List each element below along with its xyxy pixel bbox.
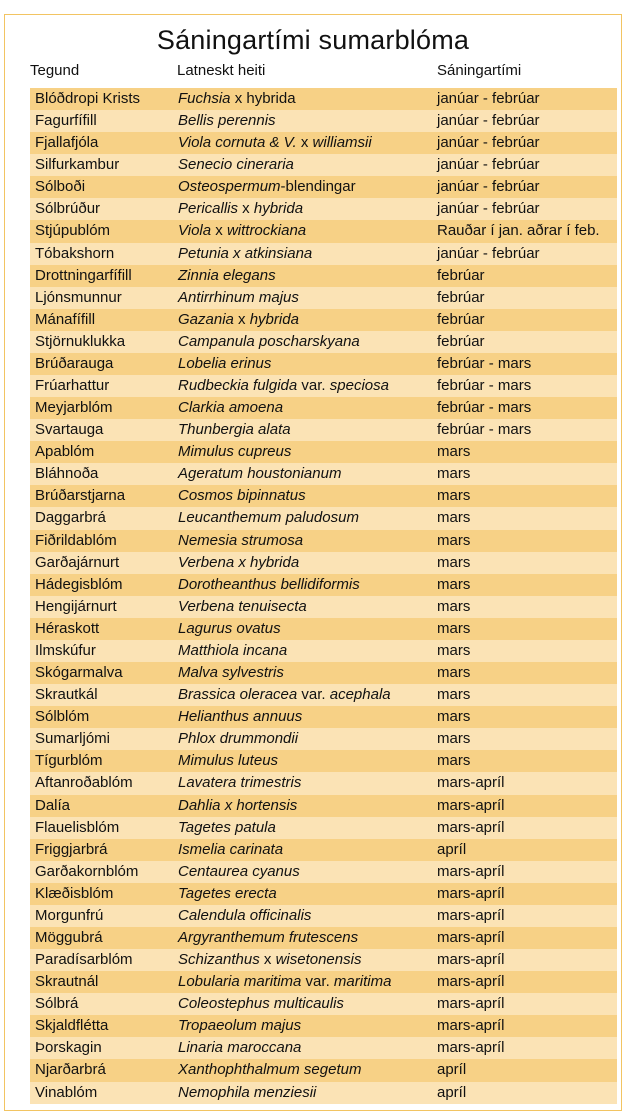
cell-tegund: Fjallafjóla bbox=[35, 134, 99, 152]
cell-latneskt-heiti bbox=[178, 287, 299, 309]
cell-saningartimi: febrúar - mars bbox=[437, 377, 532, 395]
table-row bbox=[30, 309, 617, 331]
column-header-tegund: Tegund bbox=[30, 62, 80, 79]
cell-saningartimi: Rauðar í jan. aðrar í feb. bbox=[437, 222, 600, 240]
cell-saningartimi: mars-apríl bbox=[437, 884, 505, 902]
latin-italic-segment: Nemophila menziesii bbox=[178, 1083, 317, 1101]
cell-tegund: Paradísarblóm bbox=[35, 951, 133, 969]
latin-italic-segment: Zinnia elegans bbox=[178, 266, 276, 284]
latin-italic-segment: Calendula officinalis bbox=[178, 906, 312, 924]
cell-latneskt-heiti bbox=[178, 839, 283, 861]
cell-latneskt-heiti bbox=[178, 949, 361, 971]
cell-latneskt-heiti bbox=[178, 728, 298, 750]
cell-saningartimi: mars bbox=[437, 752, 471, 770]
cell-saningartimi: janúar - febrúar bbox=[437, 156, 540, 174]
latin-italic-segment: Lagurus ovatus bbox=[178, 619, 281, 637]
cell-latneskt-heiti bbox=[178, 485, 306, 507]
latin-italic-segment: Viola bbox=[178, 222, 212, 240]
table-row bbox=[30, 220, 617, 242]
table-row bbox=[30, 640, 617, 662]
cell-saningartimi: mars bbox=[437, 641, 471, 659]
latin-plain-segment: x bbox=[259, 951, 276, 969]
cell-latneskt-heiti bbox=[178, 463, 341, 485]
cell-tegund: Ljónsmunnur bbox=[35, 288, 122, 306]
cell-saningartimi: mars-apríl bbox=[437, 862, 505, 880]
cell-latneskt-heiti bbox=[178, 772, 301, 794]
cell-saningartimi: mars-apríl bbox=[437, 1017, 505, 1035]
latin-italic-segment: Senecio cineraria bbox=[178, 156, 294, 174]
table-row bbox=[30, 574, 617, 596]
table-row bbox=[30, 198, 617, 220]
table-row bbox=[30, 1015, 617, 1037]
cell-tegund: Skjaldflétta bbox=[35, 1017, 109, 1035]
cell-tegund: Tígurblóm bbox=[35, 752, 103, 770]
latin-italic-segment: Matthiola incana bbox=[178, 641, 288, 659]
cell-latneskt-heiti bbox=[178, 88, 296, 110]
latin-italic-segment: Rudbeckia fulgida bbox=[178, 377, 298, 395]
column-header-saningartimi: Sáningartími bbox=[437, 62, 522, 79]
cell-saningartimi: mars bbox=[437, 443, 471, 461]
latin-plain-segment: x bbox=[233, 310, 250, 328]
cell-latneskt-heiti bbox=[178, 220, 306, 242]
table-row bbox=[30, 861, 617, 883]
cell-tegund: Bláhnoða bbox=[35, 465, 99, 483]
latin-italic-segment: Tagetes erecta bbox=[178, 884, 277, 902]
latin-italic-segment: Xanthophthalmum segetum bbox=[178, 1061, 362, 1079]
column-header-latneskt-heiti: Latneskt heiti bbox=[177, 62, 266, 79]
table-row bbox=[30, 287, 617, 309]
cell-tegund: Héraskott bbox=[35, 619, 100, 637]
cell-tegund: Fiðrildablóm bbox=[35, 531, 117, 549]
cell-latneskt-heiti bbox=[178, 795, 297, 817]
cell-saningartimi: febrúar bbox=[437, 332, 485, 350]
latin-plain-segment: x bbox=[211, 222, 227, 240]
cell-saningartimi: mars-apríl bbox=[437, 973, 505, 991]
latin-italic-segment: Nemesia strumosa bbox=[178, 531, 304, 549]
cell-latneskt-heiti bbox=[178, 176, 356, 198]
cell-tegund: Friggjarbrá bbox=[35, 840, 108, 858]
cell-latneskt-heiti bbox=[178, 596, 307, 618]
cell-saningartimi: janúar - febrúar bbox=[437, 178, 540, 196]
latin-italic-segment: Thunbergia alata bbox=[178, 421, 291, 439]
table-row bbox=[30, 463, 617, 485]
latin-italic-segment: Malva sylvestris bbox=[178, 664, 284, 682]
cell-saningartimi: apríl bbox=[437, 1083, 467, 1101]
cell-tegund: Vinablóm bbox=[35, 1083, 98, 1101]
latin-italic-segment: Leucanthemum paludosum bbox=[178, 509, 359, 527]
latin-italic-segment: Viola cornuta & V. bbox=[178, 134, 297, 152]
latin-italic-segment: Phlox drummondii bbox=[178, 730, 299, 748]
cell-saningartimi: mars bbox=[437, 664, 471, 682]
cell-latneskt-heiti bbox=[178, 905, 311, 927]
table-row bbox=[30, 507, 617, 529]
latin-italic-segment: Petunia x atkinsiana bbox=[178, 244, 313, 262]
table-row bbox=[30, 839, 617, 861]
cell-saningartimi: mars-apríl bbox=[437, 928, 505, 946]
table-row bbox=[30, 927, 617, 949]
latin-italic-segment: Coleostephus multicaulis bbox=[178, 995, 344, 1013]
cell-latneskt-heiti bbox=[178, 132, 372, 154]
table-body bbox=[30, 88, 617, 1104]
cell-latneskt-heiti bbox=[178, 684, 391, 706]
cell-latneskt-heiti bbox=[178, 817, 276, 839]
table-row bbox=[30, 883, 617, 905]
cell-saningartimi: mars-apríl bbox=[437, 906, 505, 924]
cell-saningartimi: mars bbox=[437, 619, 471, 637]
cell-latneskt-heiti bbox=[178, 706, 302, 728]
latin-italic-segment: Dorotheanthus bellidiformis bbox=[178, 575, 360, 593]
cell-saningartimi: mars bbox=[437, 708, 471, 726]
cell-saningartimi: febrúar bbox=[437, 266, 485, 284]
latin-plain-segment: x bbox=[238, 200, 254, 218]
cell-tegund: Klæðisblóm bbox=[35, 884, 114, 902]
cell-latneskt-heiti bbox=[178, 883, 277, 905]
latin-italic-segment: Ageratum houstonianum bbox=[178, 465, 342, 483]
cell-saningartimi: mars-apríl bbox=[437, 796, 505, 814]
table-row bbox=[30, 728, 617, 750]
cell-tegund: Brúðarstjarna bbox=[35, 487, 126, 505]
cell-tegund: Stjörnuklukka bbox=[35, 332, 126, 350]
table-row bbox=[30, 706, 617, 728]
cell-latneskt-heiti bbox=[178, 993, 344, 1015]
cell-latneskt-heiti bbox=[178, 1037, 301, 1059]
table-row bbox=[30, 88, 617, 110]
cell-latneskt-heiti bbox=[178, 971, 391, 993]
cell-tegund: Frúarhattur bbox=[35, 377, 110, 395]
cell-tegund: Möggubrá bbox=[35, 928, 103, 946]
cell-tegund: Garðajárnurt bbox=[35, 553, 120, 571]
latin-plain-segment: -blendingar bbox=[280, 178, 356, 196]
cell-saningartimi: febrúar bbox=[437, 288, 485, 306]
table-row bbox=[30, 772, 617, 794]
cell-saningartimi: mars bbox=[437, 553, 471, 571]
cell-tegund: Þorskagin bbox=[35, 1039, 102, 1057]
table-row bbox=[30, 993, 617, 1015]
cell-latneskt-heiti bbox=[178, 243, 312, 265]
latin-italic-segment: hybrida bbox=[253, 200, 304, 218]
cell-latneskt-heiti bbox=[178, 618, 281, 640]
table-row bbox=[30, 485, 617, 507]
table-row bbox=[30, 905, 617, 927]
cell-tegund: Daggarbrá bbox=[35, 509, 106, 527]
latin-italic-segment: Linaria maroccana bbox=[178, 1039, 302, 1057]
cell-latneskt-heiti bbox=[178, 530, 303, 552]
cell-tegund: Fagurfífill bbox=[35, 112, 97, 130]
latin-plain-segment: x hybrida bbox=[230, 90, 296, 107]
table-row bbox=[30, 154, 617, 176]
cell-saningartimi: janúar - febrúar bbox=[437, 112, 540, 130]
cell-tegund: Aftanroðablóm bbox=[35, 774, 133, 792]
cell-tegund: Sólbrá bbox=[35, 995, 79, 1013]
page-title: Sáningartími sumarblóma bbox=[156, 25, 470, 55]
cell-tegund: Blóðdropi Krists bbox=[35, 90, 141, 107]
latin-italic-segment: Centaurea cyanus bbox=[178, 862, 300, 880]
cell-latneskt-heiti bbox=[178, 198, 303, 220]
latin-italic-segment: Pericallis bbox=[178, 200, 239, 218]
cell-saningartimi: mars bbox=[437, 686, 471, 704]
cell-saningartimi: mars bbox=[437, 597, 471, 615]
latin-italic-segment: Mimulus cupreus bbox=[178, 443, 292, 461]
latin-plain-segment: var. bbox=[297, 686, 330, 704]
cell-tegund: Skrautkál bbox=[35, 686, 98, 704]
latin-italic-segment: maritima bbox=[333, 973, 392, 991]
latin-italic-segment: wittrockiana bbox=[226, 222, 307, 240]
latin-italic-segment: Osteospermum bbox=[178, 178, 281, 196]
latin-italic-segment: Tropaeolum majus bbox=[178, 1017, 302, 1035]
table-row bbox=[30, 684, 617, 706]
latin-plain-segment: x bbox=[296, 134, 313, 152]
cell-latneskt-heiti bbox=[178, 1059, 361, 1081]
cell-tegund: Morgunfrú bbox=[35, 906, 104, 924]
table-row bbox=[30, 419, 617, 441]
latin-italic-segment: Campanula poscharskyana bbox=[178, 332, 360, 350]
cell-tegund: Skógarmalva bbox=[35, 664, 123, 682]
cell-saningartimi: mars-apríl bbox=[437, 1039, 505, 1057]
table-row bbox=[30, 353, 617, 375]
cell-saningartimi: janúar - febrúar bbox=[437, 200, 540, 218]
cell-saningartimi: janúar - febrúar bbox=[437, 134, 540, 152]
cell-latneskt-heiti bbox=[178, 861, 300, 883]
latin-italic-segment: Antirrhinum majus bbox=[178, 288, 299, 306]
cell-saningartimi: apríl bbox=[437, 1061, 467, 1079]
table-row bbox=[30, 176, 617, 198]
latin-italic-segment: speciosa bbox=[329, 377, 389, 395]
cell-latneskt-heiti bbox=[178, 309, 299, 331]
latin-plain-segment: var. bbox=[297, 377, 330, 395]
latin-italic-segment: Verbena x hybrida bbox=[178, 553, 300, 571]
cell-latneskt-heiti bbox=[178, 110, 276, 132]
cell-latneskt-heiti bbox=[178, 662, 284, 684]
table-row bbox=[30, 971, 617, 993]
cell-latneskt-heiti bbox=[178, 927, 358, 949]
latin-italic-segment: Ismelia carinata bbox=[178, 840, 284, 858]
cell-tegund: Meyjarblóm bbox=[35, 399, 113, 417]
latin-italic-segment: Cosmos bipinnatus bbox=[178, 487, 306, 505]
latin-plain-segment: var. bbox=[301, 973, 334, 991]
cell-latneskt-heiti bbox=[178, 353, 271, 375]
cell-tegund: Svartauga bbox=[35, 421, 104, 439]
latin-italic-segment: Clarkia amoena bbox=[178, 399, 284, 417]
table-row bbox=[30, 265, 617, 287]
table-row bbox=[30, 662, 617, 684]
cell-latneskt-heiti bbox=[178, 574, 360, 596]
cell-saningartimi: mars-apríl bbox=[437, 995, 505, 1013]
cell-tegund: Njarðarbrá bbox=[35, 1061, 106, 1079]
table-row bbox=[30, 618, 617, 640]
cell-saningartimi: febrúar - mars bbox=[437, 399, 532, 417]
cell-latneskt-heiti bbox=[178, 441, 291, 463]
latin-italic-segment: Schizanthus bbox=[178, 951, 260, 969]
cell-saningartimi: mars-apríl bbox=[437, 951, 505, 969]
cell-tegund: Drottningarfífill bbox=[35, 266, 132, 284]
cell-latneskt-heiti bbox=[178, 750, 278, 772]
cell-tegund: Flauelisblóm bbox=[35, 818, 120, 836]
cell-tegund: Skrautnál bbox=[35, 973, 99, 991]
table-row bbox=[30, 397, 617, 419]
latin-italic-segment: Tagetes patula bbox=[178, 818, 276, 836]
cell-latneskt-heiti bbox=[178, 154, 294, 176]
table-row bbox=[30, 110, 617, 132]
cell-saningartimi: mars bbox=[437, 730, 471, 748]
table-row bbox=[30, 375, 617, 397]
cell-tegund: Hengijárnurt bbox=[35, 597, 117, 615]
table-row bbox=[30, 750, 617, 772]
table-row bbox=[30, 552, 617, 574]
cell-tegund: Silfurkambur bbox=[35, 156, 120, 174]
latin-italic-segment: Lavatera trimestris bbox=[178, 774, 302, 792]
cell-latneskt-heiti bbox=[178, 331, 360, 353]
cell-saningartimi: janúar - febrúar bbox=[437, 244, 540, 262]
cell-saningartimi: febrúar bbox=[437, 310, 485, 328]
cell-saningartimi: mars bbox=[437, 575, 471, 593]
table-row bbox=[30, 1082, 617, 1104]
cell-saningartimi: mars bbox=[437, 487, 471, 505]
cell-saningartimi: mars bbox=[437, 465, 471, 483]
table-frame bbox=[4, 14, 622, 1111]
latin-italic-segment: Gazania bbox=[178, 310, 234, 328]
cell-latneskt-heiti bbox=[178, 552, 299, 574]
cell-latneskt-heiti bbox=[178, 640, 287, 662]
table-row bbox=[30, 949, 617, 971]
table-row bbox=[30, 817, 617, 839]
latin-italic-segment: Verbena tenuisecta bbox=[178, 597, 307, 615]
latin-italic-segment: Helianthus annuus bbox=[178, 708, 303, 726]
cell-tegund: Sólblóm bbox=[35, 708, 90, 726]
table-row bbox=[30, 331, 617, 353]
cell-tegund: Mánafífill bbox=[35, 310, 96, 328]
table-row bbox=[30, 530, 617, 552]
latin-italic-segment: Mimulus luteus bbox=[178, 752, 279, 770]
cell-tegund: Dalía bbox=[35, 796, 71, 814]
cell-tegund: Hádegisblóm bbox=[35, 575, 123, 593]
cell-saningartimi: janúar - febrúar bbox=[437, 90, 540, 107]
cell-saningartimi: mars bbox=[437, 531, 471, 549]
latin-italic-segment: Lobularia maritima bbox=[178, 973, 302, 991]
cell-tegund: Ilmskúfur bbox=[35, 641, 96, 659]
cell-saningartimi: febrúar - mars bbox=[437, 354, 532, 372]
cell-tegund: Apablóm bbox=[35, 443, 95, 461]
cell-latneskt-heiti bbox=[178, 375, 389, 397]
table-row bbox=[30, 441, 617, 463]
cell-tegund: Stjúpublóm bbox=[35, 222, 111, 240]
cell-saningartimi: febrúar - mars bbox=[437, 421, 532, 439]
table-row bbox=[30, 596, 617, 618]
latin-italic-segment: Argyranthemum frutescens bbox=[178, 928, 359, 946]
cell-latneskt-heiti bbox=[178, 1015, 301, 1037]
cell-latneskt-heiti bbox=[178, 419, 291, 441]
cell-saningartimi: apríl bbox=[437, 840, 467, 858]
cell-tegund: Sumarljómi bbox=[35, 730, 111, 748]
cell-saningartimi: mars-apríl bbox=[437, 818, 505, 836]
cell-tegund: Brúðarauga bbox=[35, 354, 114, 372]
table-row bbox=[30, 795, 617, 817]
latin-italic-segment: hybrida bbox=[249, 310, 299, 328]
latin-italic-segment: acephala bbox=[329, 686, 391, 704]
table-row bbox=[30, 1059, 617, 1081]
latin-italic-segment: Lobelia erinus bbox=[178, 354, 272, 372]
table-row bbox=[30, 243, 617, 265]
table-row bbox=[30, 1037, 617, 1059]
cell-latneskt-heiti bbox=[178, 265, 276, 287]
cell-latneskt-heiti bbox=[178, 1082, 316, 1104]
latin-italic-segment: wisetonensis bbox=[275, 951, 362, 969]
cell-tegund: Sólbrúður bbox=[35, 200, 101, 218]
cell-tegund: Garðakornblóm bbox=[35, 862, 139, 880]
cell-latneskt-heiti bbox=[178, 507, 359, 529]
latin-italic-segment: Fuchsia bbox=[178, 90, 231, 107]
cell-tegund: Sólboði bbox=[35, 178, 86, 196]
latin-italic-segment: Bellis perennis bbox=[178, 112, 276, 130]
latin-italic-segment: Dahlia x hortensis bbox=[178, 796, 298, 814]
table-row bbox=[30, 132, 617, 154]
cell-tegund: Tóbakshorn bbox=[35, 244, 115, 262]
cell-latneskt-heiti bbox=[178, 397, 283, 419]
cell-saningartimi: mars-apríl bbox=[437, 774, 505, 792]
cell-saningartimi: mars bbox=[437, 509, 471, 527]
latin-italic-segment: williamsii bbox=[312, 134, 372, 152]
latin-italic-segment: Brassica oleracea bbox=[178, 686, 298, 704]
